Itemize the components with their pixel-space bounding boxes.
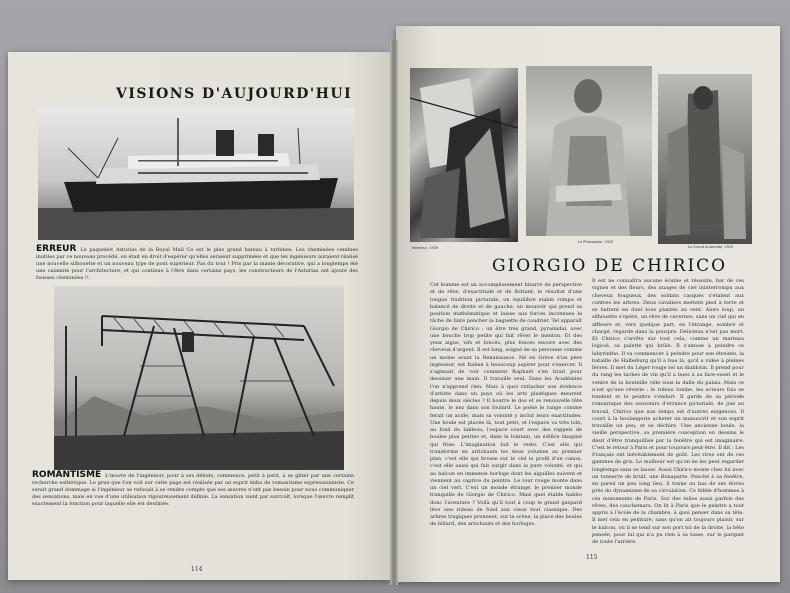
painting-automaton-image <box>658 74 752 244</box>
painting-caption-3: Le Grand Automate, 1925 <box>688 245 734 249</box>
page-number-left: 114 <box>191 566 203 573</box>
article-title: GIORGIO DE CHIRICO <box>492 256 728 276</box>
painting-philosopher <box>526 66 652 236</box>
caption-text-romantisme: L'œuvre de l'ingénieur, pour à ses débuts, commence, petit à petit, à se gâter par une certaine recherche esthétique. Le grue que l'on voit sur cette page est réalisée par un esprit imbu de romantisme expressionniste. Ce serait grand dommage si l'ingénieur se refusait à se rendre compte que ses œuvres n'ont pas besoin pour nous communiquer des sensations, mais en vue d'une utilisation rigoureusement définie. La sensation vient par surcroît, lorsque l'œuvre remplit exactement la fonction pour laquelle elle est destinée. <box>32 473 354 507</box>
caption-lead-erreur: ERREUR <box>36 244 77 254</box>
ship-illustration <box>38 108 354 240</box>
caption-erreur <box>36 246 358 282</box>
painting-interior <box>410 68 518 242</box>
caption-lead-romantisme: ROMANTISME <box>32 470 102 480</box>
crane-photo <box>54 286 344 470</box>
right-page <box>396 26 780 582</box>
painting-interior-image <box>410 68 518 242</box>
painting-automaton <box>658 74 752 244</box>
page-number-right: 115 <box>586 554 598 561</box>
article-column-right <box>592 278 744 550</box>
page-title: VISIONS D'AUJOURD'HUI <box>116 86 353 102</box>
article-column-left <box>430 282 582 550</box>
caption-romantisme <box>32 472 354 508</box>
painting-philosopher-image <box>526 66 652 236</box>
painting-caption-1: Intérieur, 1926 <box>412 246 439 250</box>
caption-text-erreur: Le paquebot Asturias de la Royal Mail Co est le plus grand bateau à turbines. Les cheminées cendues inutiles par ce nouveau procédé, on était en droit d'espérer qu'elles seraient supprimées et que les ingénieurs auraient réalisé une nouvelle silhouette et un nouveau type de pont supérieur. Pas du tout ! Pris par la manie décorative, qui a longtemps été une calamité pour l'architecture, et qui continue à l'être dans certains pays, les constructeurs de l'Asturias ont ajouté des fausses cheminées !! <box>36 247 358 281</box>
left-page <box>8 52 392 580</box>
painting-caption-2: Le Philosophe, 1925 <box>578 240 614 244</box>
article-text-right: Il est ne connaîtra aucune écume et réussite, bar de ces vignes et des fleurs, des nuages de ciel ininterrompu aux cheveux fougueux, des soldats casqués s'étalent aux contres les arbres. Deux cavaliers mettent pied à terre et se battent en duel tous plantés au vent. Alors loup, un silhouette s'opère, un rêve de cavernes, sans un ciel qui en affleure et, vers quelque part, en l'étrange, sombre et chargé, regarde dans la pourpre. Délicieux n'est pas mort. Et Chirico s'arrête sur tout cela, comme un marteau logicel, sa palette qui brûle. Il s'amuse à peindre ce labyrinthe. Il va commencer à peindre pour son étreinte, la bataille de Halbeburg qu'il a bue là, qu'il a vidée à pleines lèvres. Il met du Léger rouge tel un diablotin. Il prend pour du rang les taches de vin qu'il a bues à sa face-ouest et le ventre de la bouteille vide sous la dalle du palais. Mais ce n'est qu'une réverie : le rideau tombe, les acteurs fuis se tendent et le peintre s'endort. Il garde de sa période romantique des souvenirs d'errance pictoriale, de joie au travail, Chirico que son temps est d'autres exigences. Il court à la boulangerie acheter un manuscrit et son esprit travaille un peu, et se déchire. Une ancienne boule, la vieille perspective, sa première conception en dessins le désir d'être tranquillisé par la fenêtre qui est imaginaire. C'est le retour à Paris et pour toujours peut-être. Il dit : Les Français ont inévitablement de goût. Les rires ont de ces gammes de gris. Le malheur est qu'on ne les peut regarder longtemps sans se lasser. Aussi Chirico monte chez lui avec un tonnerre de bruit, une Bonaparte. Penché à sa fenêtre, en pareil un peu long lieu, il tonne au bas de ses lèvres près du dynamisme de sa circulation. Ce fidèle d'hommes à ces monuments de Paris. Sur des toiles aussi parfois des rêves, des cauchemars. On lit à Paris que le peintre a tout appris à l'école de la chambre, à quoi penser dans sa tête. Il met cela en peinture, sans qu'on ait toujours plaisir, sur le balcon, où il se tend sur son port toi de la droite, la bête pensée, pour lui qui n'a pu rien à sa tasse, sur le parquet de toute l'arrière. <box>592 278 744 545</box>
ship-photo <box>38 108 354 240</box>
book-gutter <box>390 40 398 585</box>
crane-illustration <box>54 286 344 470</box>
article-text-left: Cet homme est un accomplissement bizarre de perspective et de rêve, d'exactitude et de flottant; le résultat d'une longue tradition picturale, un équilibre stable rompu et balancé de droite et de gauche; un mouvoir qui prend sa position mathématique et laisse aux forces inconnues la tâche de faire pencher la baguette de coudrier. Tel apparaît Giorgio de Chirico : un être très grand, pyramidal, avec une bouche trop petite qui fait rêver le menton. Et des yeux aigus, vifs et foncés, plus foncés encore avec des cheveux d'argent. Il est long, soigné de sa personne comme un moine avant la Renaissance. Né en Grèce d'un père ingénieur, est Italien à beaucoup aspirer pour s'exercer. Il s'agissait de voir comment Raphaël s'en tirait pour dessiner une main. Il travaille seul. Dans les Académies l'on n'apprend rien. Mais à quoi rattacher son évidence d'artiste dans un pays où les arts plastiques meurent depuis deux siècles ? Il bourre le dos et se renouvelle tête haute, le nez dans son foulard. Le poète le range comme ferait un acide, mais sa volonté y inclut leurs exactitudes. Une boule est placée là, tout petit, et l'espace va très loin, au fond du tableau, l'espace court avec des rappels de boules plus petites et, dans le lointain, un édifice imaginé qui frise. L'imagination fait le reste. C'est elle qui transforme en artichauts les deux volumes au premier plan, c'est elle qui brosse sur le ciel le profil d'un canon, c'est elle aussi qui fait surgir dans la pure volonté, et qui au balcon en immense horloge dont les aiguilles suivent et viennent au caprice du peintre. Le tour rouge monte dans un ciel vert. C'est un monde étrange, le premier monde tranquille de Giorgio de Chirico. Mais quel étable habite donc l'aventure ? Voilà qu'il tout à coup le grand gaspard lève une rideau de fond aux cieux tout classique. Des arbres tragiques prennent, sur la scène, la place des boules de billard, des artichauts et des horloges. <box>430 282 582 528</box>
